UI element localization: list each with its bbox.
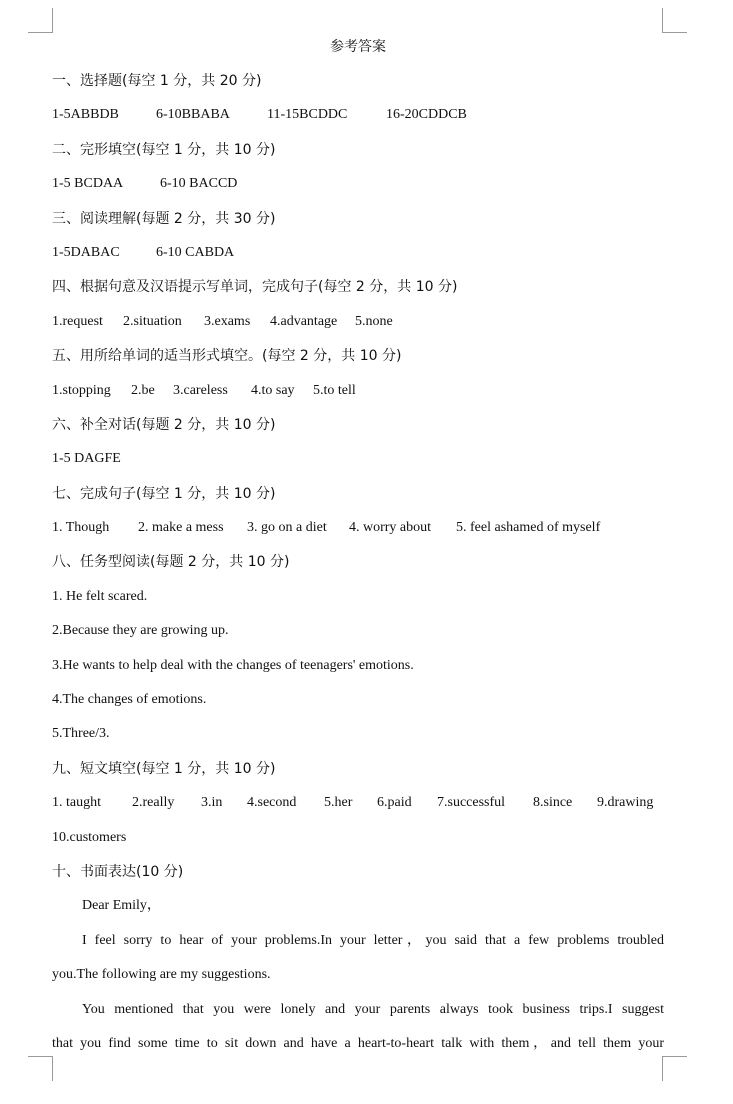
letter-paragraph-line: I feel sorry to hear of your problems.In your letter，you said that a few problems troubled — [82, 932, 664, 948]
answer-row — [52, 236, 664, 270]
answer-sheet — [52, 30, 664, 1061]
letter-paragraph-line: You mentioned that you were lonely and your parents always took business trips.I suggest — [82, 1001, 664, 1017]
answer-item: 3. go on a diet — [247, 520, 327, 536]
answer-row — [52, 374, 664, 408]
page-title: 参考答案 — [330, 39, 386, 55]
letter-greeting: Dear Emily， — [82, 898, 161, 914]
answer-row — [52, 167, 664, 201]
answer-item: 6-10 BACCD — [160, 176, 238, 192]
answer-item: 11-15BCDDC — [267, 107, 348, 123]
crop-mark-bottom-right — [662, 1056, 687, 1081]
answer-item: 5.none — [355, 313, 393, 329]
answer-item: 2. make a mess — [138, 520, 224, 536]
answer-item: 1. Though — [52, 520, 110, 536]
section-heading: 一、选择题(每空 1 分，共 20 分) — [52, 73, 262, 89]
answer-item: 8.since — [533, 795, 573, 811]
section-heading: 九、短文填空(每空 1 分，共 10 分) — [52, 760, 276, 777]
section-heading: 四、根据句意及汉语提示写单词，完成句子(每空 2 分，共 10 分) — [52, 279, 458, 296]
answer-line: 3.He wants to help deal with the changes of teenagers' emotions. — [52, 657, 414, 673]
answer-item: 1.request — [52, 313, 103, 329]
answer-item: 5. feel ashamed of myself — [456, 520, 601, 536]
answer-item: 7.successful — [437, 795, 506, 811]
answer-line: 1. He felt scared. — [52, 588, 148, 604]
section-heading: 十、书面表达(10 分) — [52, 863, 184, 880]
letter-paragraph-line: that you find some time to sit down and have a heart-to-heart talk with them，and tell them your — [52, 1035, 664, 1051]
answer-item: 2.be — [131, 382, 155, 398]
answer-row — [52, 511, 664, 545]
answer-item: 6-10 CABDA — [156, 244, 235, 260]
answer-item: 2.situation — [123, 313, 182, 329]
letter-paragraph-line: you.The following are my suggestions. — [52, 967, 271, 983]
answer-item: 3.in — [201, 795, 223, 811]
section-heading: 六、补全对话(每题 2 分，共 10 分) — [52, 416, 276, 433]
answer-item: 3.careless — [173, 382, 228, 398]
answer-item: 4.advantage — [270, 313, 338, 329]
answer-item: 5.her — [324, 795, 353, 811]
section-heading: 五、用所给单词的适当形式填空。(每空 2 分，共 10 分) — [52, 348, 402, 365]
answer-row — [52, 98, 664, 132]
answer-item: 6.paid — [377, 795, 412, 811]
crop-mark-top-right — [662, 8, 687, 33]
crop-mark-top-left — [28, 8, 53, 33]
answer-row — [52, 442, 664, 476]
answer-item: 1-5ABBDB — [52, 107, 119, 123]
answer-row — [52, 786, 664, 820]
section-heading: 二、完形填空(每空 1 分，共 10 分) — [52, 141, 276, 158]
answer-item: 4. worry about — [349, 520, 432, 536]
answer-item: 1.stopping — [52, 382, 111, 398]
answer-item: 2.really — [132, 795, 175, 811]
answer-line: 4.The changes of emotions. — [52, 692, 207, 708]
section-heading: 七、完成句子(每空 1 分，共 10 分) — [52, 485, 276, 502]
crop-mark-bottom-left — [28, 1056, 53, 1081]
answer-item: 1-5 BCDAA — [52, 176, 124, 192]
answer-line: 10.customers — [52, 829, 127, 845]
answer-item: 6-10BBABA — [156, 107, 230, 123]
answer-row — [52, 305, 664, 339]
answer-item: 5.to tell — [313, 382, 356, 398]
section-heading: 三、阅读理解(每题 2 分，共 30 分) — [52, 210, 276, 227]
answer-item: 1. taught — [52, 795, 101, 811]
answer-item: 16-20CDDCB — [386, 107, 467, 123]
section-heading: 八、任务型阅读(每题 2 分，共 10 分) — [52, 554, 290, 571]
answer-item: 1-5DABAC — [52, 244, 120, 260]
answer-item: 4.second — [247, 795, 297, 811]
answer-item: 3.exams — [204, 313, 251, 329]
answer-item: 9.drawing — [597, 795, 654, 811]
answer-item: 1-5 DAGFE — [52, 451, 121, 467]
answer-line: 2.Because they are growing up. — [52, 623, 229, 639]
answer-line: 5.Three/3. — [52, 726, 110, 742]
answer-item: 4.to say — [251, 382, 295, 398]
